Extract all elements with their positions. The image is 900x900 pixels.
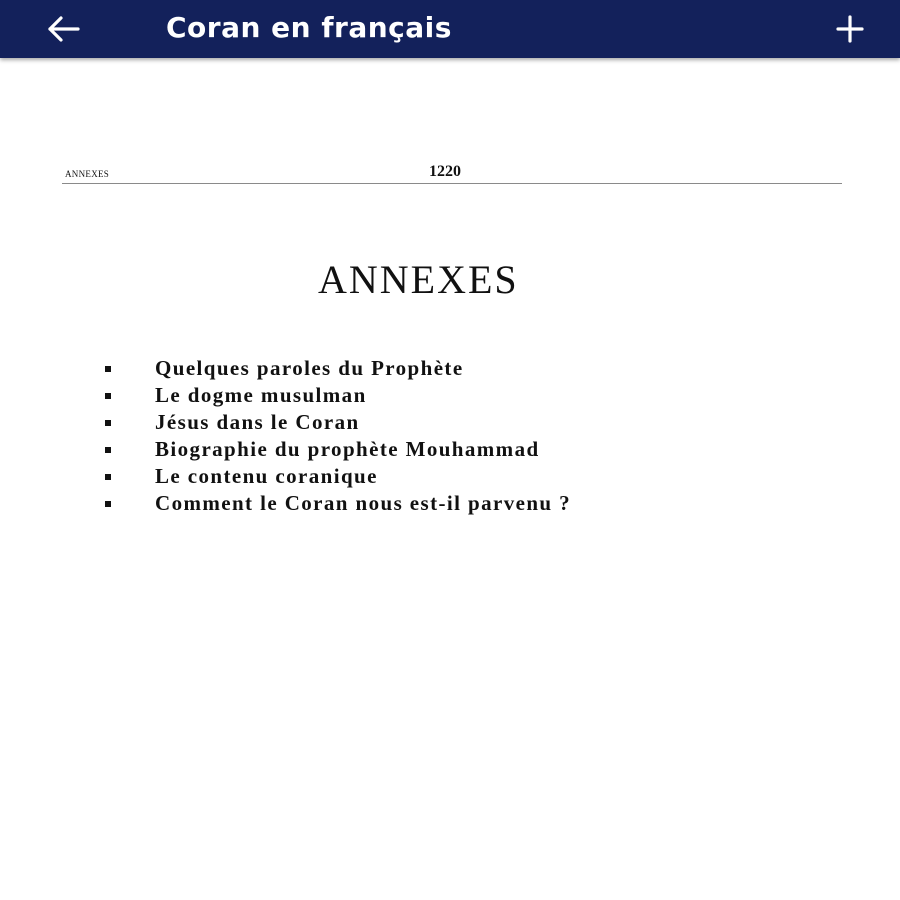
list-item-label: Le dogme musulman [155, 383, 367, 407]
list-item-label: Le contenu coranique [155, 464, 378, 488]
bullet-icon [105, 501, 111, 507]
running-header [62, 163, 842, 184]
book-page[interactable] [0, 58, 900, 900]
list-item-label: Biographie du prophète Mouhammad [155, 437, 540, 461]
bullet-icon [105, 474, 111, 480]
list-item-label: Quelques paroles du Prophète [155, 356, 464, 380]
arrow-left-icon [44, 14, 84, 44]
list-item-label: Jésus dans le Coran [155, 410, 360, 434]
add-button[interactable] [826, 9, 874, 49]
app-title: Coran en français [166, 11, 452, 44]
bullet-icon [105, 420, 111, 426]
bullet-icon [105, 393, 111, 399]
plus-icon [832, 11, 868, 47]
page-number: 1220 [429, 163, 461, 180]
bullet-icon [105, 447, 111, 453]
list-item-label: Comment le Coran nous est-il parvenu ? [155, 491, 572, 515]
section-title: ANNEXES [318, 257, 519, 302]
bullet-icon [105, 366, 111, 372]
running-header-section: ANNEXES [65, 169, 110, 179]
back-button[interactable] [40, 9, 88, 49]
app-bar [0, 0, 900, 58]
